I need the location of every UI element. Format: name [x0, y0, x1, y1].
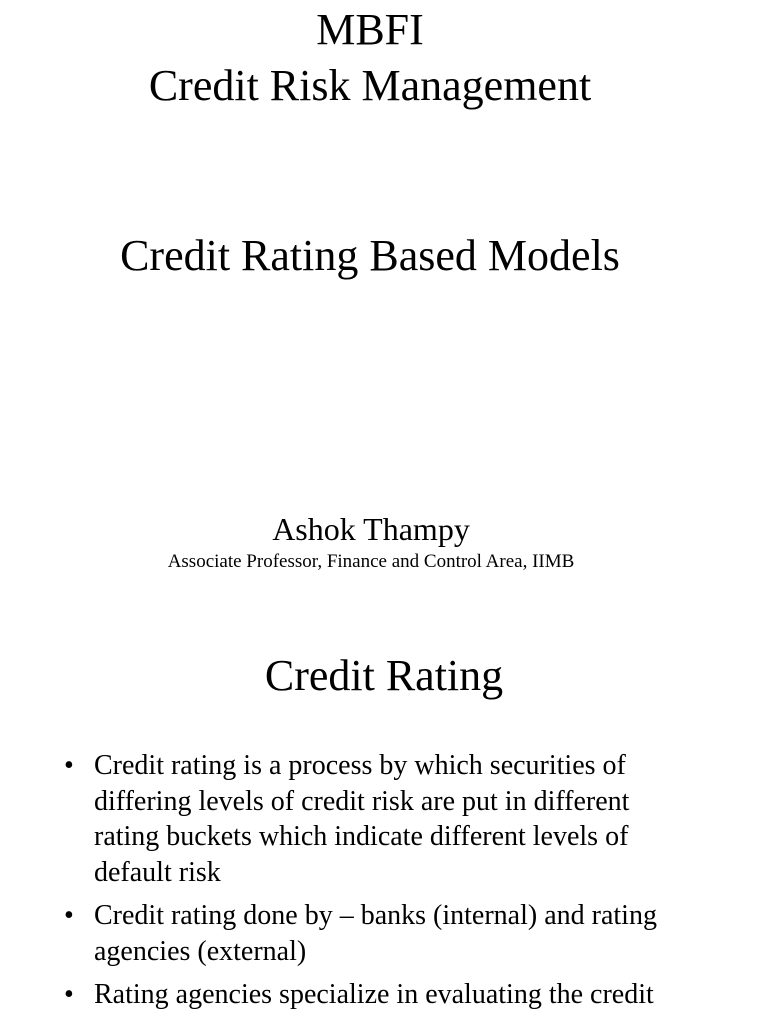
bullet-text-line: default risk: [94, 856, 221, 888]
author-affiliation: Associate Professor, Finance and Control Area, IIMB: [167, 551, 575, 572]
bullet-item: [0, 898, 768, 969]
bullet-icon: •: [64, 750, 74, 781]
bullet-icon: •: [64, 900, 74, 931]
author-name: Ashok Thampy: [272, 511, 470, 547]
credit-rating-slide: [0, 630, 768, 1024]
bullet-text-line: agencies (external): [94, 935, 307, 967]
bullet-item: [0, 977, 768, 1013]
slide-heading: Credit Rating: [264, 651, 504, 700]
bullet-icon: •: [64, 979, 74, 1010]
bullet-list: [0, 748, 768, 1021]
bullet-text-line: Credit rating is a process by which securities of: [94, 750, 626, 781]
bullet-item: [0, 748, 768, 890]
bullet-text-line: Credit rating done by – banks (internal) and rating: [94, 900, 657, 931]
bullet-text-line: differing levels of credit risk are put in different: [94, 785, 630, 817]
bullet-text-line: rating buckets which indicate different levels of: [94, 821, 629, 852]
bullet-text-line: Rating agencies specialize in evaluating the credit: [94, 979, 654, 1010]
slide-title-course: Credit Risk Management: [148, 61, 592, 110]
slide-title-mbfi: MBFI: [316, 5, 424, 54]
slide-subtitle: Credit Rating Based Models: [120, 231, 620, 280]
